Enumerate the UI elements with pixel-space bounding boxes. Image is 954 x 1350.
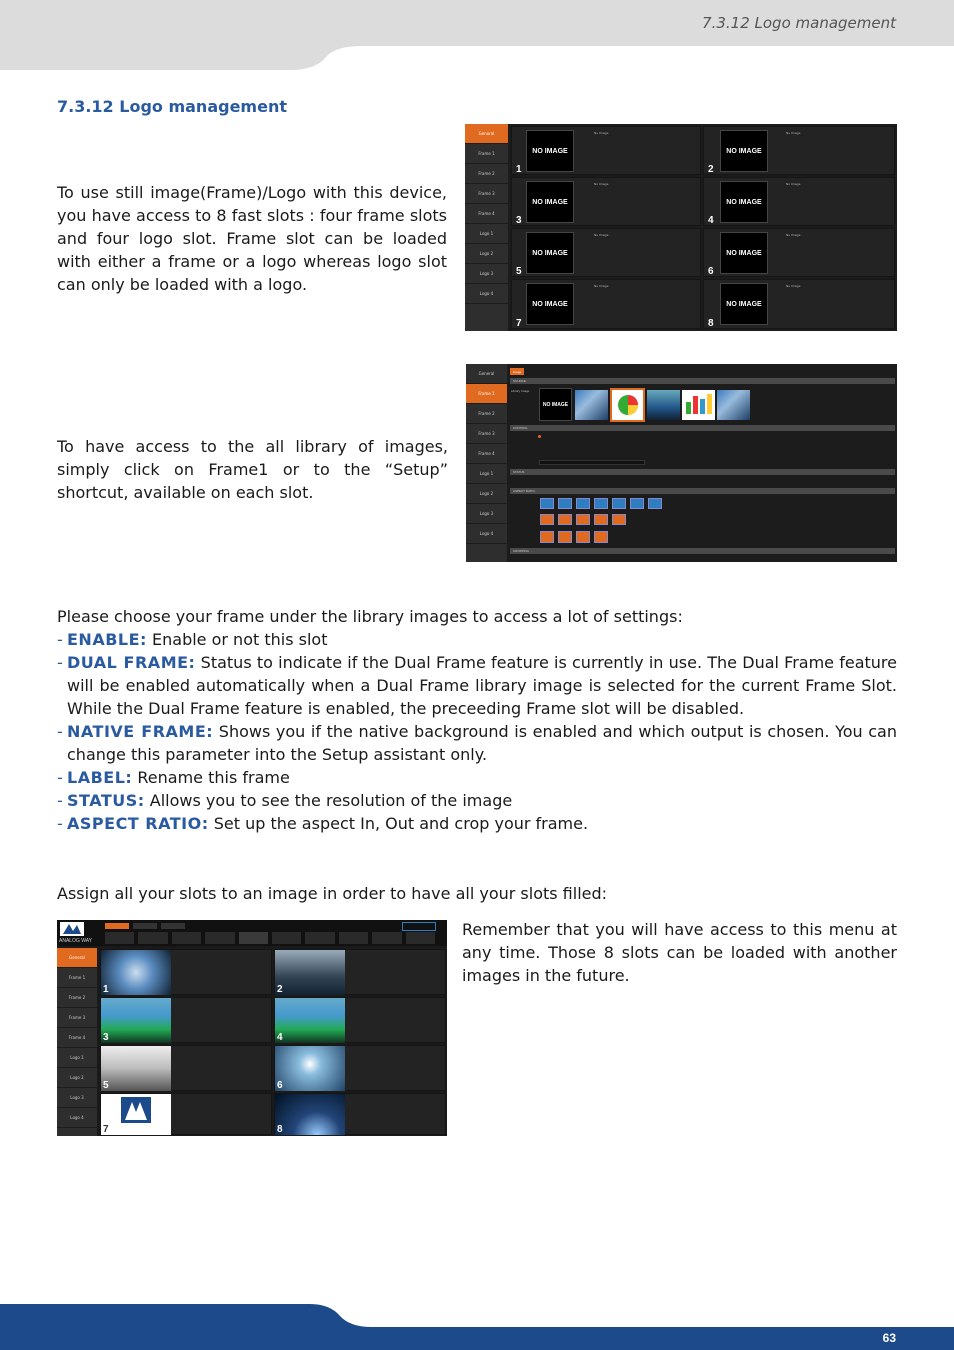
slot-cell[interactable] bbox=[100, 949, 272, 995]
slot-title: No Image bbox=[594, 284, 609, 288]
setting-desc: Set up the aspect In, Out and crop your frame. bbox=[213, 814, 589, 833]
slot-title: No Image bbox=[786, 233, 801, 237]
slot-cell[interactable] bbox=[274, 1045, 446, 1091]
filled-slots-screenshot bbox=[57, 920, 447, 1136]
toolbar bbox=[57, 920, 447, 946]
slot-number: 1 bbox=[516, 164, 522, 175]
aspect-crop-option[interactable] bbox=[576, 531, 590, 543]
slot-thumbnail bbox=[275, 950, 345, 995]
aspect-in-option[interactable] bbox=[558, 498, 572, 509]
slot-cell[interactable] bbox=[703, 177, 895, 226]
sidebar-item-logo4[interactable]: Logo 4 bbox=[466, 524, 507, 544]
setting-key: ASPECT RATIO: bbox=[67, 814, 209, 833]
aspect-crop-option[interactable] bbox=[540, 531, 554, 543]
setting-key: ENABLE: bbox=[67, 630, 147, 649]
aspect-in-option[interactable] bbox=[540, 498, 554, 509]
page-header bbox=[0, 0, 954, 70]
setting-key: DUAL FRAME: bbox=[67, 653, 196, 672]
aspect-crop-option[interactable] bbox=[594, 531, 608, 543]
list-item: - DUAL FRAME: Status to indicate if the Dual Frame feature is currently in use. The Dual Frame feature will be enabled automatically when a Dual Frame library image is selected for the current Frame Slot. While the Dual Frame feature is enabled, the preceeding Frame slot will be disabled. bbox=[57, 653, 898, 718]
toolbar-button[interactable] bbox=[272, 932, 301, 944]
slot-cell[interactable] bbox=[274, 949, 446, 995]
slot-title: No Image bbox=[594, 233, 609, 237]
setting-desc: Enable or not this slot bbox=[152, 630, 328, 649]
slot-number: 1 bbox=[103, 984, 109, 995]
sidebar-item-logo4[interactable]: Logo 4 bbox=[465, 284, 508, 304]
sidebar-item-frame1[interactable]: Frame 1 bbox=[57, 968, 97, 988]
running-title: 7.3.12 Logo management bbox=[702, 14, 896, 32]
slot-number: 6 bbox=[277, 1080, 283, 1091]
logo-icon bbox=[101, 1094, 171, 1135]
slot-thumbnail: NO IMAGE bbox=[526, 232, 574, 274]
slot-thumbnail: NO IMAGE bbox=[526, 181, 574, 223]
toolbar-button[interactable] bbox=[205, 932, 234, 944]
sidebar-item-logo4[interactable]: Logo 4 bbox=[57, 1108, 97, 1128]
toolbar-button[interactable] bbox=[105, 932, 134, 944]
assign-paragraph: Assign all your slots to an image in order to have all your slots filled: bbox=[57, 884, 608, 903]
slot-number: 7 bbox=[516, 318, 522, 329]
library-label: Library Image bbox=[511, 389, 530, 393]
sidebar-item-logo1[interactable]: Logo 1 bbox=[57, 1048, 97, 1068]
slot-number: 5 bbox=[516, 266, 522, 277]
library-thumb[interactable] bbox=[575, 390, 608, 420]
slot-thumbnail bbox=[101, 1094, 171, 1135]
setting-desc: Rename this frame bbox=[137, 768, 290, 787]
sidebar-item-frame2[interactable]: Frame 2 bbox=[466, 404, 507, 424]
sidebar-item-general[interactable]: General bbox=[466, 364, 507, 384]
slot-thumbnail: NO IMAGE bbox=[526, 283, 574, 325]
section-bar-status: STATUS bbox=[510, 469, 895, 475]
sidebar-item-frame1[interactable]: Frame 1 bbox=[465, 144, 508, 164]
slot-number: 2 bbox=[708, 164, 714, 175]
slot-thumbnail bbox=[101, 998, 171, 1043]
web-rcs-logo bbox=[402, 922, 436, 931]
slot-number: 7 bbox=[103, 1124, 109, 1135]
brand-label: ANALOG WAY bbox=[59, 938, 93, 944]
tab-image[interactable]: Image bbox=[510, 368, 524, 375]
section-bar-source: SOURCE bbox=[510, 378, 895, 384]
toolbar-button[interactable] bbox=[372, 932, 401, 944]
slot-title: No Image bbox=[786, 131, 801, 135]
slot-title: No Image bbox=[594, 131, 609, 135]
bar-chart-icon bbox=[682, 390, 715, 414]
logo-icon bbox=[60, 922, 84, 936]
aspect-in-option[interactable] bbox=[612, 498, 626, 509]
library-thumb[interactable] bbox=[682, 390, 715, 420]
slot-number: 8 bbox=[708, 318, 714, 329]
setting-desc: Shows you if the native background is enabled and which output is chosen. You can change this parameter into the Setup assistant only. bbox=[67, 722, 897, 764]
sidebar bbox=[57, 948, 97, 1136]
aspect-in-option[interactable] bbox=[594, 498, 608, 509]
slot-cell[interactable] bbox=[511, 228, 701, 277]
toolbar-button[interactable] bbox=[138, 932, 167, 944]
setting-desc: Status to indicate if the Dual Frame feature is currently in use. The Dual Frame feature will be enabled automatically when a Dual Frame library image is selected for the current Frame Slot. While the Dual Frame feature is enabled, the preceeding Frame slot will be disabled. bbox=[67, 653, 898, 718]
slot-cell[interactable] bbox=[703, 126, 895, 175]
aspect-in-option[interactable] bbox=[576, 498, 590, 509]
slot-cell[interactable] bbox=[703, 228, 895, 277]
list-item: - NATIVE FRAME: Shows you if the native background is enabled and which output is chosen. You can change this parameter into the Setup assistant only. bbox=[57, 722, 897, 764]
sidebar-item-frame4[interactable]: Frame 4 bbox=[465, 204, 508, 224]
sidebar-item-frame2[interactable]: Frame 2 bbox=[57, 988, 97, 1008]
slot-number: 5 bbox=[103, 1080, 109, 1091]
library-paragraph: To have access to the all library of images, simply click on Frame1 or to the “Setup” shortcut, available on each slot. bbox=[57, 437, 448, 502]
slot-number: 6 bbox=[708, 266, 714, 277]
library-thumb[interactable] bbox=[647, 390, 680, 420]
sidebar-item-logo2[interactable]: Logo 2 bbox=[465, 244, 508, 264]
section-title: 7.3.12 Logo management bbox=[57, 97, 287, 116]
slot-thumbnail: NO IMAGE bbox=[720, 181, 768, 223]
setting-desc: Allows you to see the resolution of the image bbox=[149, 791, 513, 810]
slot-thumbnail bbox=[275, 998, 345, 1043]
remember-paragraph: Remember that you will have access to this menu at any time. Those 8 slots can be loaded with another images in the future. bbox=[462, 920, 897, 985]
toolbar-button[interactable] bbox=[239, 932, 268, 944]
enable-radio[interactable] bbox=[538, 435, 541, 438]
section-bar-cropping: CROPPING bbox=[510, 548, 895, 554]
list-item: - LABEL: Rename this frame bbox=[57, 768, 290, 787]
pie-chart-icon bbox=[612, 393, 643, 417]
list-item: - ASPECT RATIO: Set up the aspect In, Out and crop your frame. bbox=[57, 814, 589, 833]
slot-thumbnail: NO IMAGE bbox=[720, 232, 768, 274]
footer-band bbox=[0, 1304, 954, 1350]
slot-thumbnail bbox=[101, 950, 171, 995]
sidebar-item-frame2[interactable]: Frame 2 bbox=[465, 164, 508, 184]
setting-key: NATIVE FRAME: bbox=[67, 722, 214, 741]
slots-screenshot bbox=[465, 124, 897, 331]
slot-number: 3 bbox=[103, 1032, 109, 1043]
toolbar-button[interactable] bbox=[172, 932, 201, 944]
list-item: - ENABLE: Enable or not this slot bbox=[57, 630, 328, 649]
slot-cell[interactable] bbox=[100, 997, 272, 1043]
slot-title: No Image bbox=[786, 284, 801, 288]
sidebar-item-general[interactable]: General bbox=[57, 948, 97, 968]
slot-thumbnail: NO IMAGE bbox=[720, 130, 768, 172]
intro-paragraph: To use still image(Frame)/Logo with this device, you have access to 8 fast slots : four frame slots and four logo slot. Frame slot can be loaded with either a frame or a logo whereas logo slot can only be loaded with a logo. bbox=[57, 183, 447, 294]
aspect-in-option[interactable] bbox=[630, 498, 644, 509]
slot-title: No Image bbox=[594, 182, 609, 186]
library-thumb[interactable] bbox=[717, 390, 750, 420]
sidebar-item-general[interactable]: General bbox=[465, 124, 508, 144]
sidebar-item-logo3[interactable]: Logo 3 bbox=[57, 1088, 97, 1108]
toolbar-button[interactable] bbox=[339, 932, 368, 944]
list-item: - STATUS: Allows you to see the resolution of the image bbox=[57, 791, 513, 810]
slot-thumbnail bbox=[275, 1046, 345, 1091]
aspect-out-option[interactable] bbox=[576, 514, 590, 525]
section-bar-control: CONTROL bbox=[510, 425, 895, 431]
sidebar-item-logo3[interactable]: Logo 3 bbox=[466, 504, 507, 524]
label-input[interactable] bbox=[539, 460, 645, 465]
aspect-out-option[interactable] bbox=[594, 514, 608, 525]
slot-title: No Image bbox=[786, 182, 801, 186]
page-number: 63 bbox=[882, 1331, 896, 1345]
toolbar-tab[interactable] bbox=[105, 923, 129, 929]
library-thumb-selected[interactable] bbox=[610, 388, 645, 422]
sidebar-item-logo2[interactable]: Logo 2 bbox=[57, 1068, 97, 1088]
aspect-out-option[interactable] bbox=[612, 514, 626, 525]
sidebar-item-frame4[interactable]: Frame 4 bbox=[57, 1028, 97, 1048]
library-thumb-noimage[interactable]: NO IMAGE bbox=[539, 388, 572, 421]
slot-thumbnail bbox=[275, 1094, 345, 1135]
slot-cell[interactable] bbox=[100, 1045, 272, 1091]
slot-cell[interactable] bbox=[511, 279, 701, 329]
slot-number: 4 bbox=[708, 215, 714, 226]
slot-thumbnail bbox=[101, 1046, 171, 1091]
frame-settings-screenshot bbox=[466, 364, 897, 562]
setting-key: LABEL: bbox=[67, 768, 133, 787]
sidebar-item-frame3[interactable]: Frame 3 bbox=[57, 1008, 97, 1028]
sidebar-item-frame1[interactable]: Frame 1 bbox=[466, 384, 507, 404]
slot-number: 2 bbox=[277, 984, 283, 995]
slot-cell[interactable] bbox=[511, 177, 701, 226]
aspect-in-option[interactable] bbox=[648, 498, 662, 509]
toolbar-buttons bbox=[105, 932, 435, 944]
sidebar bbox=[465, 124, 508, 331]
choose-paragraph: Please choose your frame under the library images to access a lot of settings: bbox=[57, 607, 683, 626]
slot-cell[interactable] bbox=[511, 126, 701, 175]
sidebar-item-logo3[interactable]: Logo 3 bbox=[465, 264, 508, 284]
sidebar-item-frame4[interactable]: Frame 4 bbox=[466, 444, 507, 464]
sidebar bbox=[466, 364, 507, 562]
aspect-out-option[interactable] bbox=[558, 514, 572, 525]
slot-number: 8 bbox=[277, 1124, 283, 1135]
slot-number: 4 bbox=[277, 1032, 283, 1043]
slot-cell[interactable] bbox=[100, 1093, 272, 1135]
toolbar-tab[interactable] bbox=[161, 923, 185, 929]
settings-list bbox=[57, 628, 897, 835]
slot-cell[interactable] bbox=[274, 997, 446, 1043]
section-bar-aspect-ratio: ASPECT RATIO bbox=[510, 488, 895, 494]
page-footer bbox=[0, 1304, 954, 1350]
sidebar-item-frame3[interactable]: Frame 3 bbox=[465, 184, 508, 204]
setting-key: STATUS: bbox=[67, 791, 145, 810]
toolbar-tab[interactable] bbox=[133, 923, 157, 929]
slot-cell[interactable] bbox=[274, 1093, 446, 1135]
toolbar-button[interactable] bbox=[406, 932, 435, 944]
toolbar-button[interactable] bbox=[305, 932, 334, 944]
sidebar-item-logo1[interactable]: Logo 1 bbox=[465, 224, 508, 244]
aspect-out-option[interactable] bbox=[540, 514, 554, 525]
slot-number: 3 bbox=[516, 215, 522, 226]
slot-thumbnail: NO IMAGE bbox=[526, 130, 574, 172]
aspect-crop-option[interactable] bbox=[558, 531, 572, 543]
header-band bbox=[0, 0, 954, 70]
slot-thumbnail: NO IMAGE bbox=[720, 283, 768, 325]
sidebar-item-logo1[interactable]: Logo 1 bbox=[466, 464, 507, 484]
sidebar-item-logo2[interactable]: Logo 2 bbox=[466, 484, 507, 504]
sidebar-item-frame3[interactable]: Frame 3 bbox=[466, 424, 507, 444]
slot-cell[interactable] bbox=[703, 279, 895, 329]
